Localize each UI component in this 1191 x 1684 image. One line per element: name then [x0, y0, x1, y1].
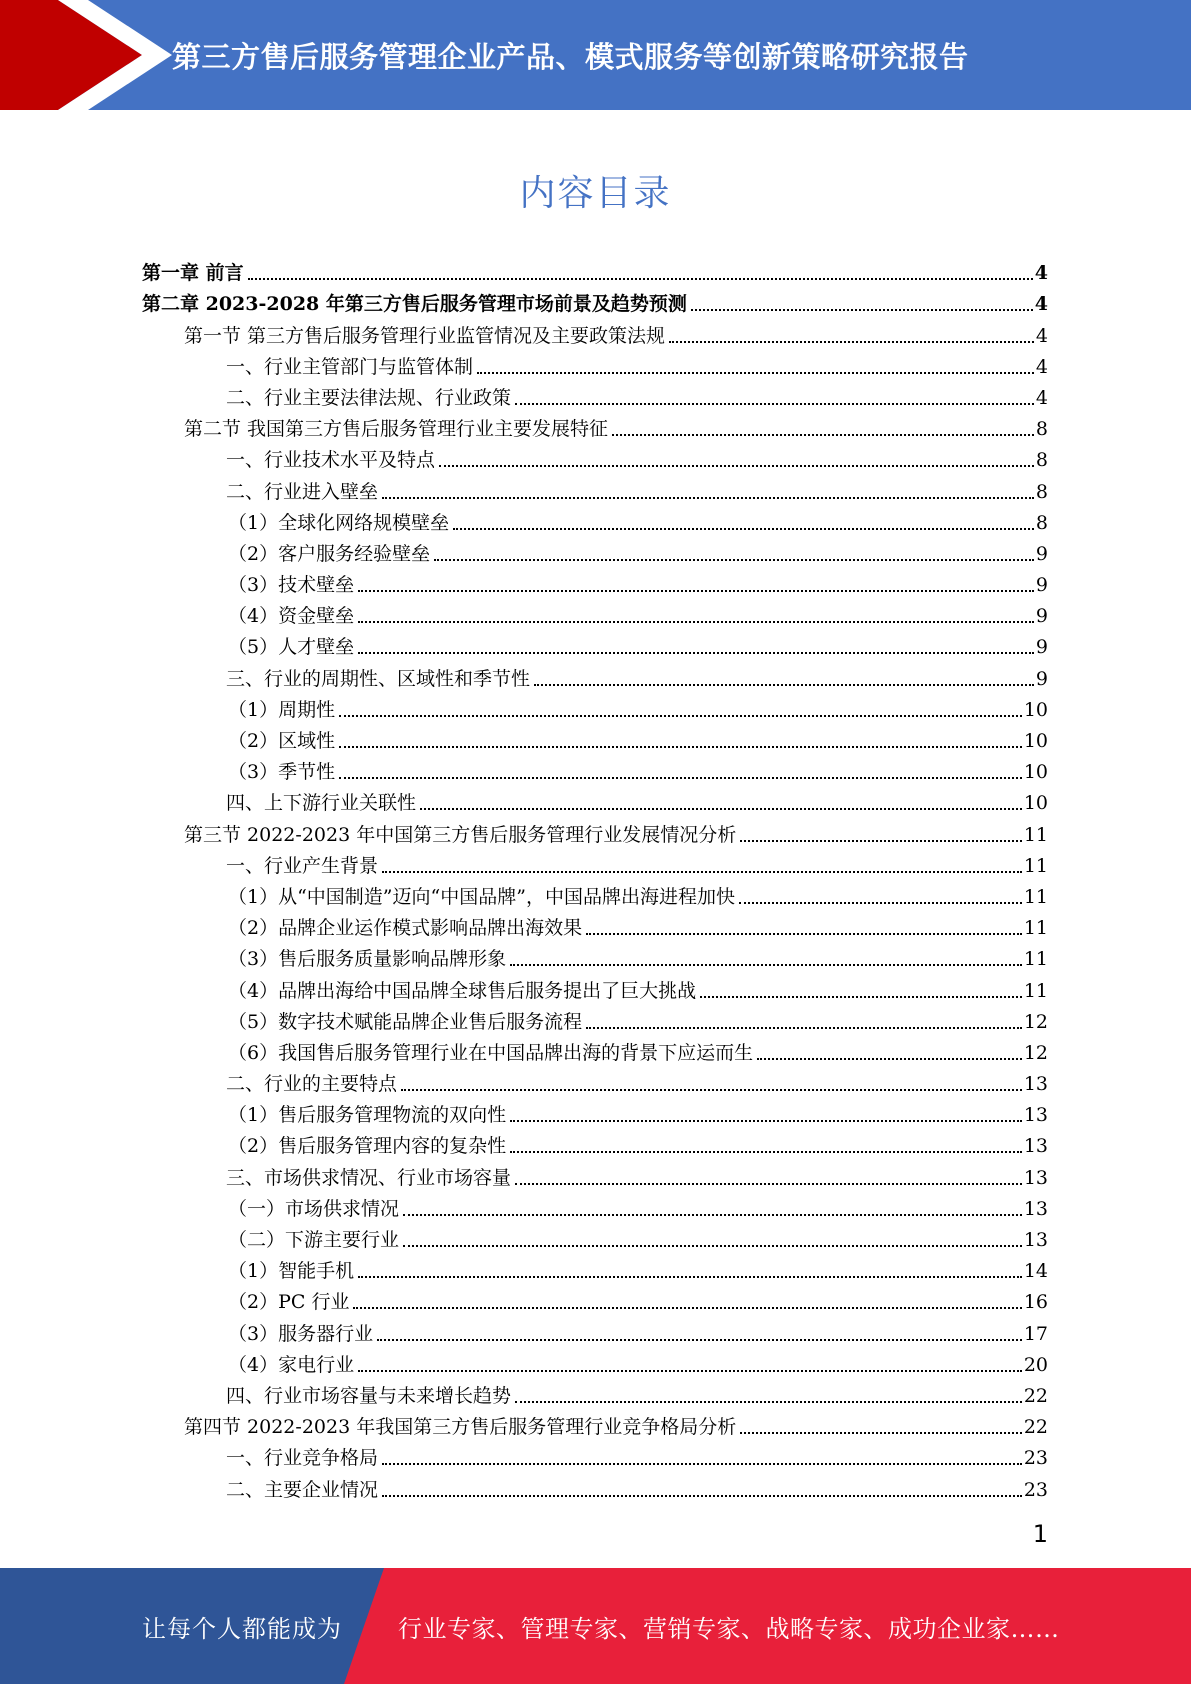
toc-entry-page: 8 — [1035, 449, 1048, 472]
toc-dot-leader — [510, 1120, 1022, 1122]
toc-entry-page: 13 — [1023, 1104, 1048, 1127]
page-number: 1 — [1032, 1520, 1048, 1548]
toc-entry-label: （1）全球化网络规模壁垒 — [228, 511, 450, 534]
toc-entry-label: 第一章 前言 — [142, 262, 244, 285]
toc-entry-label: （二）下游主要行业 — [228, 1229, 400, 1251]
toc-dot-leader — [612, 434, 1034, 436]
toc-entry[interactable] — [142, 722, 1048, 753]
toc-entry-label: 第四节 2022-2023 年我国第三方售后服务管理行业竞争格局分析 — [184, 1416, 737, 1439]
toc-entry-page: 23 — [1023, 1447, 1048, 1470]
toc-entry-label: 一、行业产生背景 — [226, 854, 379, 877]
toc-entry-page: 9 — [1035, 667, 1048, 690]
toc-entry-label: 第三节 2022-2023 年中国第三方售后服务管理行业发展情况分析 — [184, 823, 737, 846]
header-banner — [0, 0, 1191, 110]
toc-entry-label: （4）资金壁垒 — [228, 605, 355, 628]
toc-dot-leader — [477, 372, 1034, 374]
toc-dot-leader — [515, 1401, 1022, 1403]
toc-entry-label: （5）数字技术赋能品牌企业售后服务流程 — [228, 1010, 583, 1033]
toc-entry-page: 8 — [1035, 511, 1048, 534]
toc-entry-page: 9 — [1035, 605, 1048, 628]
toc-entry-page: 11 — [1023, 917, 1048, 940]
toc-entry-page: 12 — [1023, 1010, 1048, 1033]
toc-entry-label: （2）PC 行业 — [228, 1291, 350, 1314]
toc-entry[interactable] — [142, 628, 1048, 659]
toc-entry[interactable] — [142, 1470, 1048, 1501]
toc-dot-leader — [586, 933, 1022, 935]
toc-dot-leader — [248, 278, 1033, 280]
toc-entry-page: 17 — [1023, 1322, 1048, 1345]
toc-entry[interactable] — [142, 1314, 1048, 1345]
toc-entry-page: 10 — [1023, 730, 1048, 752]
toc-entry-page: 10 — [1023, 792, 1048, 815]
toc-entry[interactable] — [142, 1065, 1048, 1096]
report-title: 第三方售后服务管理企业产品、模式服务等创新策略研究报告 — [172, 39, 969, 74]
toc-entry[interactable] — [142, 940, 1048, 971]
toc-entry[interactable] — [142, 909, 1048, 940]
toc-entry[interactable] — [142, 254, 1048, 285]
toc-entry[interactable] — [142, 1096, 1048, 1127]
toc-entry[interactable] — [142, 379, 1048, 410]
toc-dot-leader — [358, 1276, 1022, 1278]
toc-entry-label: （3）售后服务质量影响品牌形象 — [228, 948, 507, 971]
toc-dot-leader — [453, 528, 1034, 530]
toc-entry[interactable] — [142, 535, 1048, 566]
toc-entry-label: 二、行业进入壁垒 — [226, 480, 379, 503]
toc-dot-leader — [757, 1058, 1022, 1060]
toc-entry-page: 13 — [1023, 1135, 1048, 1158]
toc-entry-label: （6）我国售后服务管理行业在中国品牌出海的背景下应运而生 — [228, 1041, 754, 1064]
toc-entry-page: 11 — [1023, 885, 1048, 908]
toc-entry-page: 9 — [1035, 574, 1048, 597]
toc-dot-leader — [515, 1183, 1022, 1185]
toc-dot-leader — [740, 840, 1022, 842]
toc-entry-page: 10 — [1023, 761, 1048, 784]
toc-entry-page: 11 — [1023, 823, 1048, 846]
toc-entry[interactable] — [142, 1158, 1048, 1189]
toc-entry[interactable] — [142, 1377, 1048, 1408]
toc-dot-leader — [382, 1463, 1022, 1465]
toc-dot-leader — [382, 1495, 1022, 1497]
toc-entry-label: （一）市场供求情况 — [228, 1197, 400, 1220]
footer-banner — [0, 1568, 1191, 1684]
toc-entry-label: （2）品牌企业运作模式影响品牌出海效果 — [228, 917, 583, 940]
toc-dot-leader — [534, 684, 1034, 686]
toc-entry-page: 4 — [1034, 262, 1048, 285]
table-of-contents — [142, 254, 1048, 1502]
toc-dot-leader — [439, 465, 1034, 467]
toc-entry[interactable] — [142, 441, 1048, 472]
toc-entry-page: 12 — [1023, 1041, 1048, 1064]
toc-entry-label: 三、行业的周期性、区域性和季节性 — [226, 667, 531, 690]
toc-entry-page: 4 — [1035, 355, 1048, 378]
toc-dot-leader — [740, 1432, 1022, 1434]
toc-dot-leader — [382, 497, 1034, 499]
toc-entry-label: （4）家电行业 — [228, 1353, 355, 1376]
toc-dot-leader — [403, 1245, 1022, 1247]
toc-entry-label: （4）品牌出海给中国品牌全球售后服务提出了巨大挑战 — [228, 979, 697, 1002]
toc-entry[interactable] — [142, 753, 1048, 784]
toc-dot-leader — [515, 403, 1034, 405]
toc-dot-leader — [358, 652, 1034, 654]
toc-dot-leader — [586, 1027, 1022, 1029]
toc-entry-page: 13 — [1023, 1229, 1048, 1251]
toc-entry-label: （5）人才壁垒 — [228, 636, 355, 659]
toc-dot-leader — [339, 777, 1022, 779]
toc-entry-page: 13 — [1023, 1073, 1048, 1096]
toc-dot-leader — [377, 1339, 1022, 1341]
toc-entry-page: 4 — [1035, 324, 1048, 347]
toc-entry-page: 13 — [1023, 1197, 1048, 1220]
toc-entry-page: 9 — [1035, 542, 1048, 565]
toc-entry-label: （1）从“中国制造”迈向“中国品牌”，中国品牌出海进程加快 — [228, 885, 735, 908]
toc-entry[interactable] — [142, 1003, 1048, 1034]
toc-entry[interactable] — [142, 1439, 1048, 1470]
toc-dot-leader — [358, 590, 1034, 592]
toc-dot-leader — [339, 746, 1022, 748]
toc-entry-label: 第一节 第三方售后服务管理行业监管情况及主要政策法规 — [184, 324, 666, 347]
toc-entry[interactable] — [142, 1127, 1048, 1158]
toc-entry-label: 一、行业主管部门与监管体制 — [226, 355, 474, 378]
toc-entry-page: 11 — [1023, 979, 1048, 1002]
toc-entry[interactable] — [142, 847, 1048, 878]
toc-entry[interactable] — [142, 1283, 1048, 1314]
toc-entry[interactable] — [142, 1408, 1048, 1439]
toc-entry[interactable] — [142, 285, 1048, 316]
toc-entry[interactable] — [142, 597, 1048, 628]
toc-entry[interactable] — [142, 316, 1048, 347]
toc-entry-page: 10 — [1023, 698, 1048, 721]
toc-entry[interactable] — [142, 1221, 1048, 1252]
toc-entry-page: 4 — [1035, 386, 1048, 409]
toc-entry[interactable] — [142, 504, 1048, 535]
toc-entry[interactable] — [142, 691, 1048, 722]
toc-entry[interactable] — [142, 971, 1048, 1002]
toc-entry-page: 23 — [1023, 1478, 1048, 1501]
toc-entry[interactable] — [142, 566, 1048, 597]
toc-dot-leader — [339, 715, 1022, 717]
footer-slogan-left: 让每个人都能成为 — [142, 1614, 342, 1643]
toc-entry[interactable] — [142, 1346, 1048, 1377]
toc-entry-label: （1）智能手机 — [228, 1260, 355, 1283]
toc-entry-page: 22 — [1023, 1384, 1048, 1407]
toc-entry-label: （1）售后服务管理物流的双向性 — [228, 1104, 507, 1127]
toc-entry-label: 四、上下游行业关联性 — [226, 792, 417, 815]
toc-entry-page: 8 — [1035, 418, 1048, 441]
toc-entry-label: 一、行业竞争格局 — [226, 1447, 379, 1470]
toc-dot-leader — [358, 621, 1034, 623]
toc-entry-page: 9 — [1035, 636, 1048, 659]
toc-dot-leader — [510, 964, 1022, 966]
toc-entry[interactable] — [142, 348, 1048, 379]
toc-dot-leader — [669, 341, 1034, 343]
toc-entry-label: 二、行业的主要特点 — [226, 1073, 398, 1096]
toc-entry-page: 14 — [1023, 1260, 1048, 1283]
footer-slogan-right: 行业专家、管理专家、营销专家、战略专家、成功企业家…… — [398, 1614, 1060, 1643]
toc-heading: 内容目录 — [519, 173, 672, 214]
toc-dot-leader — [700, 996, 1022, 998]
toc-dot-leader — [420, 808, 1022, 810]
toc-entry-page: 11 — [1023, 948, 1048, 971]
toc-entry[interactable] — [142, 1034, 1048, 1065]
toc-entry-page: 11 — [1023, 854, 1048, 877]
toc-dot-leader — [382, 871, 1022, 873]
toc-entry[interactable] — [142, 659, 1048, 690]
toc-entry-page: 16 — [1023, 1291, 1048, 1314]
toc-entry-label: 三、市场供求情况、行业市场容量 — [226, 1166, 512, 1189]
toc-dot-leader — [401, 1089, 1022, 1091]
toc-entry-label: （3）服务器行业 — [228, 1322, 374, 1345]
toc-entry-page: 8 — [1035, 480, 1048, 503]
toc-entry-page: 4 — [1034, 293, 1048, 316]
toc-entry-label: 四、行业市场容量与未来增长趋势 — [226, 1384, 512, 1407]
toc-entry-label: 第二节 我国第三方售后服务管理行业主要发展特征 — [184, 418, 609, 441]
toc-entry[interactable] — [142, 1190, 1048, 1221]
toc-entry-label: 一、行业技术水平及特点 — [226, 449, 436, 472]
toc-entry[interactable] — [142, 410, 1048, 441]
toc-dot-leader — [691, 309, 1033, 311]
toc-entry-page: 20 — [1023, 1353, 1048, 1376]
toc-dot-leader — [403, 1214, 1022, 1216]
toc-entry-label: 二、主要企业情况 — [226, 1478, 379, 1501]
toc-entry[interactable] — [142, 1252, 1048, 1283]
toc-dot-leader — [510, 1151, 1022, 1153]
toc-entry-label: （2）客户服务经验壁垒 — [228, 542, 431, 565]
toc-entry-label: （1）周期性 — [228, 698, 336, 721]
toc-dot-leader — [353, 1307, 1021, 1309]
toc-entry[interactable] — [142, 784, 1048, 815]
toc-dot-leader — [739, 902, 1022, 904]
toc-dot-leader — [434, 559, 1034, 561]
toc-entry-label: 第二章 2023-2028 年第三方售后服务管理市场前景及趋势预测 — [142, 293, 687, 316]
toc-entry-label: （2）区域性 — [228, 730, 336, 752]
toc-entry-label: （2）售后服务管理内容的复杂性 — [228, 1135, 507, 1158]
toc-entry-label: 二、行业主要法律法规、行业政策 — [226, 386, 512, 409]
toc-entry-page: 13 — [1023, 1166, 1048, 1189]
toc-entry[interactable] — [142, 878, 1048, 909]
toc-entry-label: （3）技术壁垒 — [228, 574, 355, 597]
toc-dot-leader — [358, 1370, 1022, 1372]
toc-entry[interactable] — [142, 815, 1048, 846]
toc-entry[interactable] — [142, 472, 1048, 503]
toc-entry-page: 22 — [1023, 1416, 1048, 1439]
toc-entry-label: （3）季节性 — [228, 761, 336, 784]
